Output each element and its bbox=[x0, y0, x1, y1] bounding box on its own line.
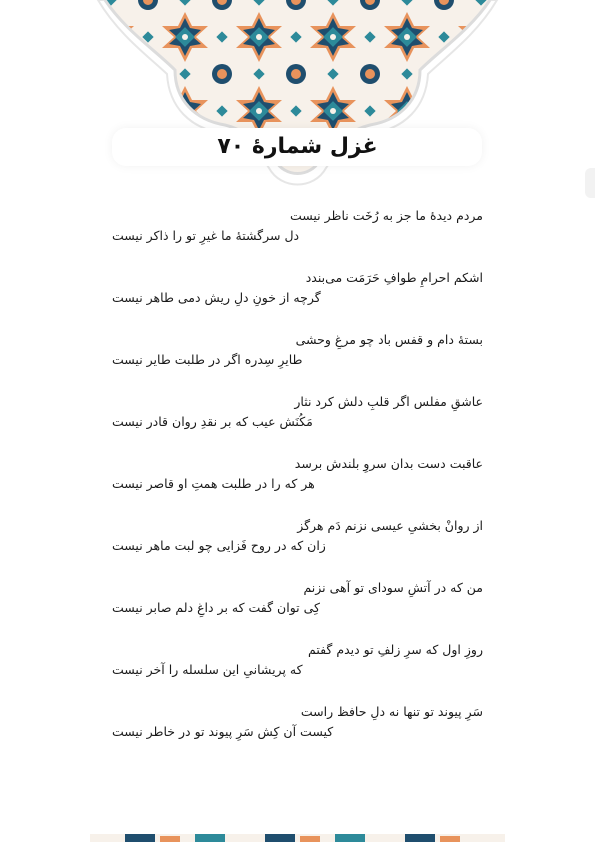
couplet bbox=[112, 516, 483, 578]
misra-second: مَکُنَش عیب که بر نقدِ روان قادر نیست bbox=[112, 414, 313, 429]
misra-second: زان که در روح فَزایی چو لبت ماهر نیست bbox=[112, 538, 326, 553]
misra-first: سَرِ پیوند تو تنها نه دلِ حافظ راست bbox=[300, 704, 483, 719]
couplet bbox=[112, 330, 483, 392]
couplet bbox=[112, 206, 483, 268]
page-edge-tab bbox=[585, 168, 595, 198]
couplet bbox=[112, 454, 483, 516]
misra-second: که پریشانیِ این سلسله را آخر نیست bbox=[112, 662, 303, 677]
misra-second: کیست آن کِش سَرِ پیوند تو در خاطر نیست bbox=[112, 724, 334, 739]
misra-first: عاشقِ مفلس اگر قلبِ دلش کرد نثار bbox=[294, 394, 483, 409]
page-title: غزل شمارهٔ ۷۰ bbox=[217, 134, 378, 159]
couplet bbox=[112, 392, 483, 454]
decorative-footer-strip bbox=[90, 834, 505, 842]
misra-first: بستهٔ دام و قفس باد چو مرغِ وحشی bbox=[295, 332, 483, 347]
misra-second: گرچه از خونِ دلِ ریش دمی طاهر نیست bbox=[112, 290, 321, 305]
misra-second: طایرِ سِدره اگر در طلبت طایر نیست bbox=[112, 352, 303, 367]
couplet bbox=[112, 702, 483, 764]
misra-first: من که در آتشِ سودای تو آهی نزنم bbox=[303, 580, 483, 595]
misra-second: کِی توان گفت که بر داغِ دلم صابر نیست bbox=[112, 600, 320, 615]
misra-first: مردم دیدهٔ ما جز به رُخَت ناظر نیست bbox=[289, 208, 483, 223]
poem-body bbox=[112, 206, 483, 764]
misra-first: روزِ اول که سرِ زلفِ تو دیدم گفتم bbox=[308, 642, 483, 657]
misra-first: از روانْ بخشیِ عیسی نزنم دَم هرگز bbox=[297, 518, 483, 533]
misra-second: دل سرگشتهٔ ما غیرِ تو را ذاکر نیست bbox=[112, 228, 300, 243]
misra-first: عاقبت دست بدان سروِ بلندش برسد bbox=[294, 456, 483, 471]
couplet bbox=[112, 578, 483, 640]
decorative-header-tile bbox=[0, 0, 595, 200]
couplet bbox=[112, 640, 483, 702]
misra-second: هر که را در طلبت همتِ او قاصر نیست bbox=[112, 476, 315, 491]
couplet bbox=[112, 268, 483, 330]
misra-first: اشکم احرامِ طوافِ حَرَمَت می‌بندد bbox=[305, 270, 483, 285]
